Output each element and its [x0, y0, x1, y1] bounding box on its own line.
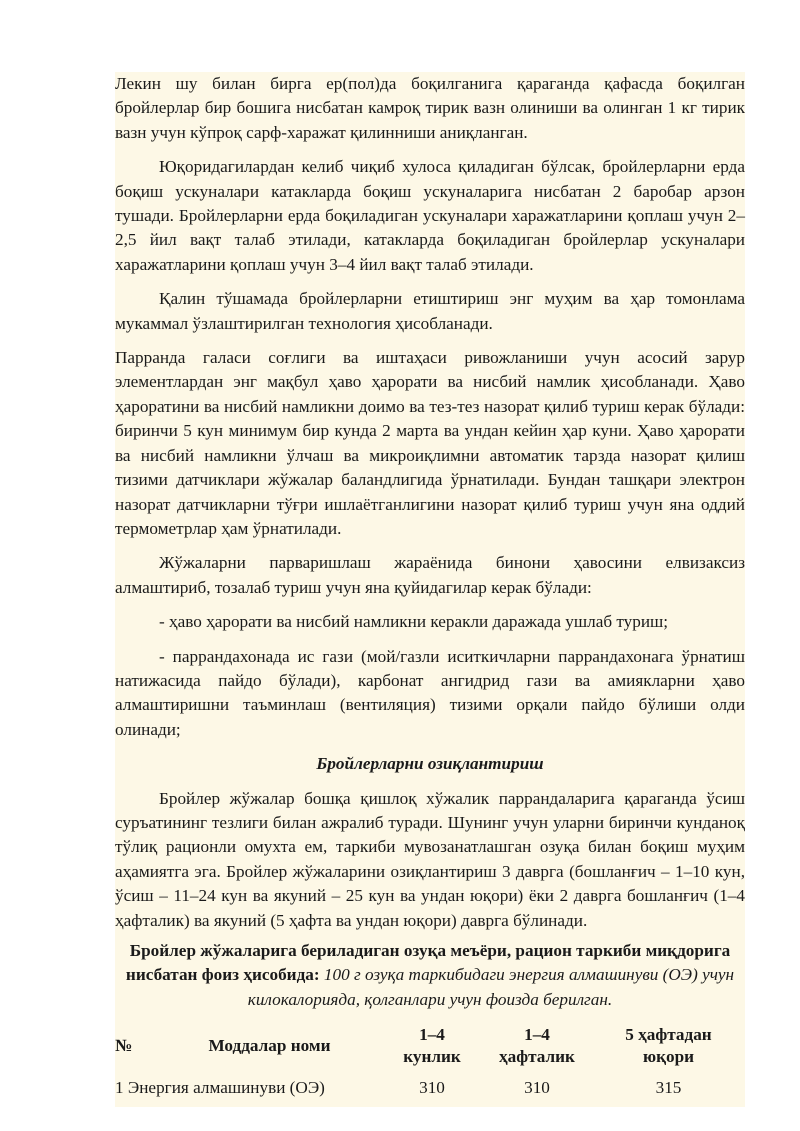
table-row — [115, 1070, 745, 1106]
document-body — [115, 72, 745, 1107]
paragraph-climate-control: Парранда галаси соғлиги ва иштаҳаси ривожланиши учун асосий зарур элементлардан энг мақбул ҳаво ҳарорати ва нисбий намлик ҳисобланади. Ҳаво ҳароратини ва нисбий намликни доимо ва тез-тез назорат қилиб туриш керак бўлади: биринчи 5 кун минимум бир кунда 2 марта ва ундан кейин ҳар куни. Ҳаво ҳарорати ва нисбий намликни ўлчаш ва микроиқлимни автоматик тарзда назорат қилиш тизими датчиклари жўжалар баландлигида ўрнатилади. Бундан ташқари электрон назорат датчикларни тўғри ишлаётганлигини назорат қилиб туриш учун яна оддий термометрлар ҳам ўрнатилади. — [115, 348, 745, 538]
header-period-2-line1: 1–4 — [524, 1025, 550, 1045]
list-item-gas-removal: - паррандахонада ис гази (мой/газли иситкичларни паррандахонага ўрнатиш натижасида пайдо бўлади), карбонат ангидрид гази ва амиякларни ҳаво алмаштиришни таъминлаш (вентиляция) тизими орқали пайдо бўлиши олди олинади; — [115, 646, 745, 739]
table-caption-note: 100 г озуқа таркибидаги энергия алмашинуви (ОЭ) учун килокалорияда, қолганлари учун фоизда берилган. — [247, 965, 735, 1009]
table-caption — [115, 939, 745, 1012]
header-period-5-weeks-plus — [592, 1022, 745, 1070]
list-item-temperature: - ҳаво ҳарорати ва нисбий намликни керакли даражада ушлаб туриш; — [159, 612, 669, 632]
paragraph-equipment-cost: Юқоридагилардан келиб чиқиб хулоса қиладиган бўлсак, бройлерларни ерда боқиш ускуналари катакларда боқиш ускуналарига нисбатан 2 баробар арзон тушади. Бройлерларни ерда боқиладиган ускуналари харажатларини қоплаш учун 2–2,5 йил вақт талаб этилади, катакларда боқиладиган бройлерлар ускуналари харажатларини қоплаш учун 3–4 йил вақт талаб этилади. — [115, 157, 745, 274]
header-number: № — [115, 1036, 133, 1056]
header-period-1-line2: кунлик — [403, 1047, 461, 1067]
header-period-1-line1: 1–4 — [419, 1025, 445, 1045]
paragraph-cage-comparison: Лекин шу билан бирга ер(пол)да боқилганига қараганда қафасда боқилган бройлерлар бир бошига нисбатан камроқ тирик вазн олиниши ва олинган 1 кг тирик вазн учун кўпроқ сарф-харажат қилинниши аниқланган. — [115, 74, 745, 142]
row-number: 1 — [115, 1078, 124, 1098]
header-period-1-4-weeks — [482, 1022, 592, 1070]
table-header-row — [115, 1022, 745, 1070]
section-heading-feeding: Бройлерларни озиқлантириш — [316, 754, 544, 774]
header-period-3-line2: юқори — [642, 1047, 695, 1067]
row-substance-name: Энергия алмашинуви (ОЭ) — [127, 1078, 325, 1098]
row-value-5-weeks-plus: 315 — [655, 1078, 682, 1098]
row-cell-no-and-name — [115, 1070, 382, 1106]
feed-ration-table — [115, 1022, 745, 1106]
header-period-3-line1: 5 ҳафтадан — [625, 1025, 712, 1045]
paragraph-ventilation-intro: Жўжаларни парваришлаш жараёнида бинони ҳавосини елвизаксиз алмаштириб, тозалаб туриш учун яна қуйидагилар керак бўлади: — [115, 553, 745, 597]
paragraph-feeding-periods: Бройлер жўжалар бошқа қишлоқ хўжалик паррандаларига қараганда ўсиш суръатининг тезлиги билан ажралиб туради. Шунинг учун уларни биринчи кунданоқ тўлиқ рационли омухта ем, таркиби мувозанатлашган озуқа билан боқиш муҳим аҳамиятга эга. Бройлер жўжаларини озиқлантириш 3 даврга (бошланғич – 1–10 кун, ўсиш – 11–24 кун ва якуний – 25 кун ва ундан юқори) ёки 2 даврга бошланғич (1–4 ҳафталик) ва якуний (5 ҳафта ва ундан юқори) даврга бўлинади. — [115, 788, 745, 930]
header-period-2-line2: ҳафталик — [499, 1047, 575, 1067]
row-value-1-4-weeks: 310 — [524, 1078, 550, 1098]
paragraph-thick-litter: Қалин тўшамада бройлерларни етиштириш энг муҳим ва ҳар томонлама мукаммал ўзлаштирилган технология ҳисобланади. — [115, 289, 745, 333]
header-substance-name: Моддалар номи — [208, 1036, 331, 1056]
table-caption-title: Бройлер жўжаларига бериладиган озуқа меъёри, рацион таркиби миқдорига нисбатан фоиз ҳисобида: — [125, 941, 731, 985]
row-value-1-4-days: 310 — [419, 1078, 445, 1098]
header-period-1-4-days — [382, 1022, 482, 1070]
